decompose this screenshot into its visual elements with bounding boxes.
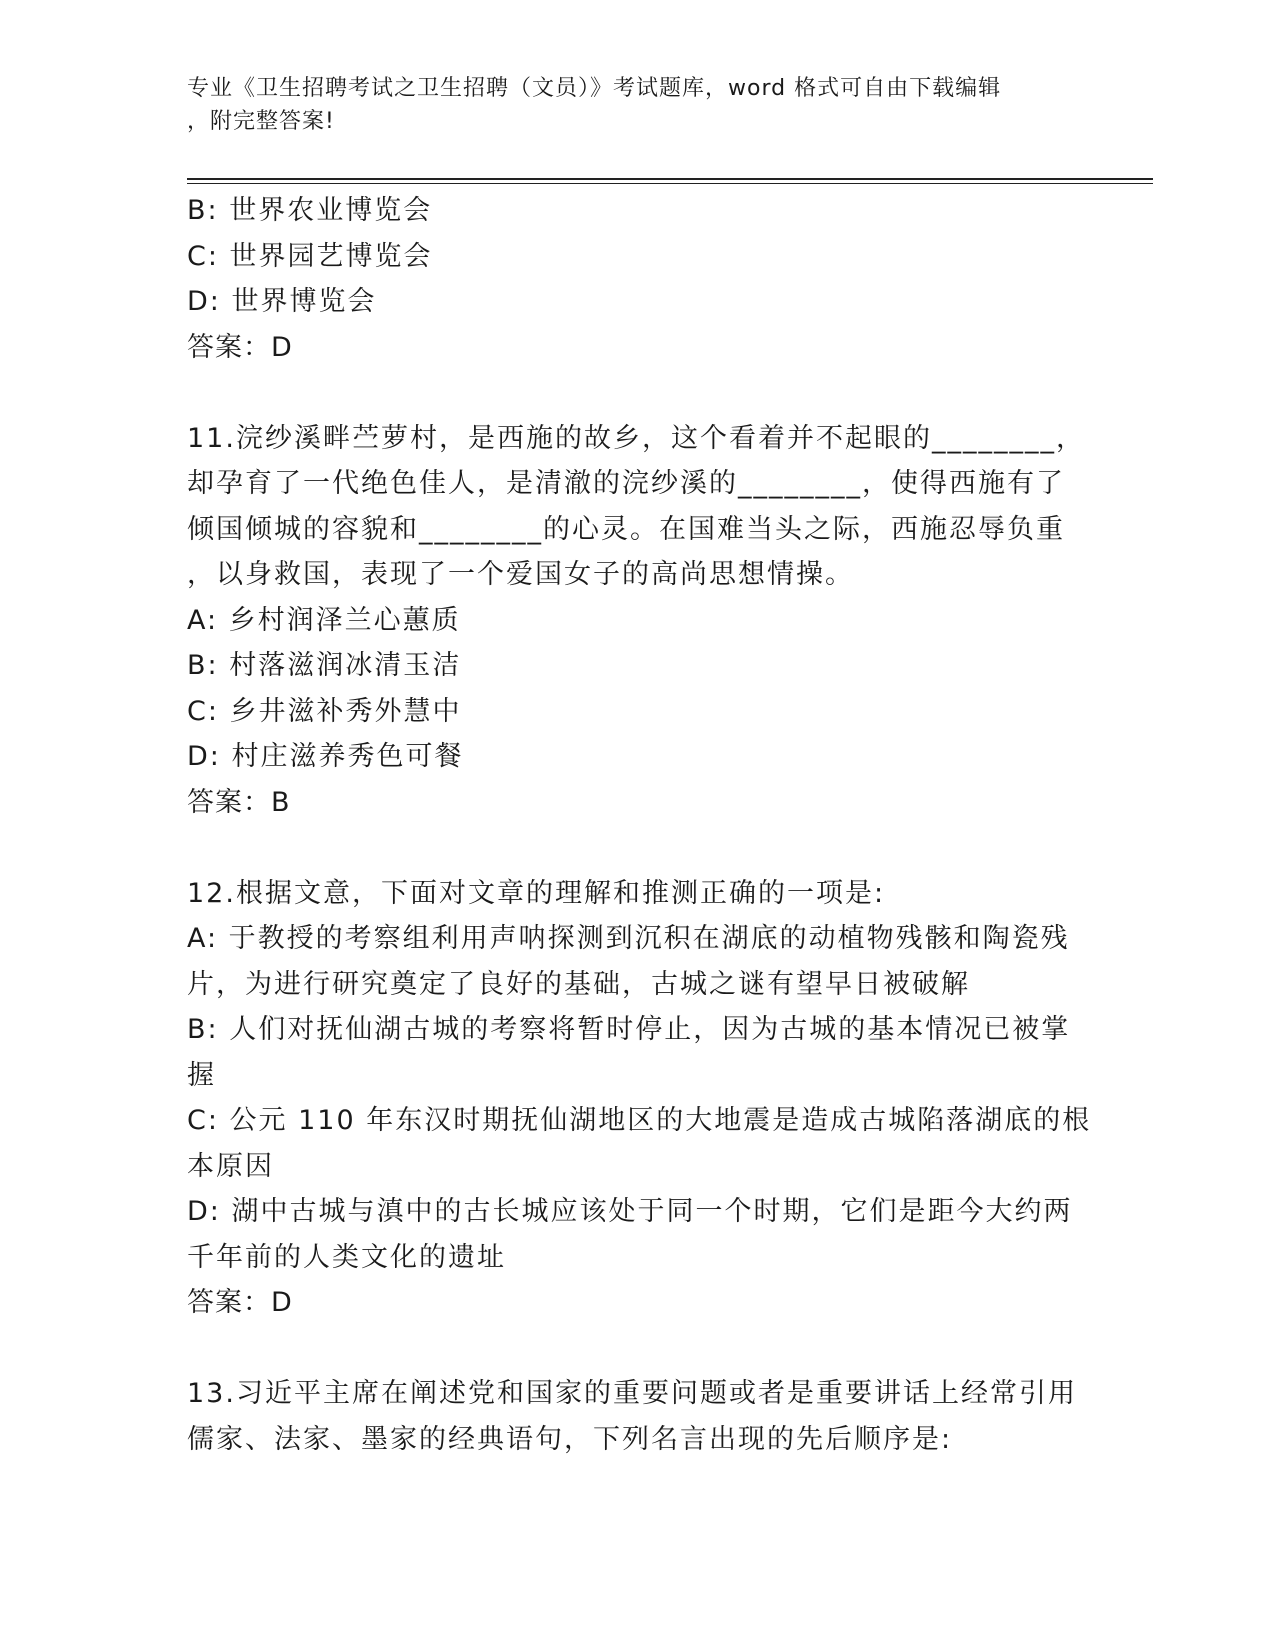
option-line: D: 湖中古城与滇中的古长城应该处于同一个时期，它们是距今大约两 <box>187 1196 1073 1227</box>
answer: 答案：D <box>187 1287 293 1318</box>
option-line: B: 人们对抚仙湖古城的考察将暂时停止，因为古城的基本情况已被掌 <box>187 1014 1071 1045</box>
question-stem-line: 儒家、法家、墨家的经典语句，下列名言出现的先后顺序是: <box>187 1423 953 1455</box>
header-line-1: 专业《卫生招聘考试之卫生招聘（文员）》考试题库，word 格式可自由下载编辑 <box>187 76 1002 101</box>
option-line: 千年前的人类文化的遗址 <box>187 1241 506 1273</box>
document-body <box>187 188 1092 1462</box>
question-stem-line: 11.浣纱溪畔苎萝村，是西施的故乡，这个看着并不起眼的________， <box>187 422 1085 454</box>
header-rule-thin <box>187 183 1153 184</box>
question-13 <box>187 1371 1087 1462</box>
header-line-2: ，附完整答案! <box>187 109 335 134</box>
spacer <box>187 1326 1087 1372</box>
option-line: 握 <box>187 1059 216 1091</box>
question-stem-line: 倾国倾城的容貌和________的心灵。在国难当头之际，西施忍辱负重 <box>187 513 1065 545</box>
option-c: C: 乡井滋补秀外慧中 <box>187 695 462 727</box>
question-stem-line: 12.根据文意，下面对文章的理解和推测正确的一项是: <box>187 877 886 909</box>
question-11 <box>187 416 1087 826</box>
option-line: C: 公元 110 年东汉时期抚仙湖地区的大地震是造成古城陷落湖底的根 <box>187 1105 1092 1136</box>
option-c: C: 世界园艺博览会 <box>187 240 433 272</box>
header-rule-thick <box>187 178 1153 180</box>
option-line: A: 于教授的考察组利用声呐探测到沉积在湖底的动植物残骸和陶瓷残 <box>187 923 1070 954</box>
question-stem-line: 13.习近平主席在阐述党和国家的重要问题或者是重要讲话上经常引用 <box>187 1378 1077 1409</box>
spacer <box>187 370 1087 416</box>
answer: 答案：D <box>187 331 293 363</box>
option-d: D: 村庄滋养秀色可餐 <box>187 741 464 772</box>
option-d: D: 世界博览会 <box>187 286 377 317</box>
answer: 答案：B <box>187 786 291 818</box>
question-12 <box>187 871 1092 1326</box>
spacer <box>187 825 1087 871</box>
option-b: B: 村落滋润冰清玉洁 <box>187 650 462 681</box>
option-line: 本原因 <box>187 1150 274 1182</box>
option-line: 片，为进行研究奠定了良好的基础，古城之谜有望早日被破解 <box>187 968 970 1000</box>
document-header <box>187 72 1087 138</box>
prev-question-block <box>187 188 1087 370</box>
question-stem-line: ，以身救国，表现了一个爱国女子的高尚思想情操。 <box>187 559 854 590</box>
question-stem-line: 却孕育了一代绝色佳人，是清澈的浣纱溪的________，使得西施有了 <box>187 468 1065 499</box>
option-b: B: 世界农业博览会 <box>187 195 433 226</box>
option-a: A: 乡村润泽兰心蕙质 <box>187 604 461 636</box>
